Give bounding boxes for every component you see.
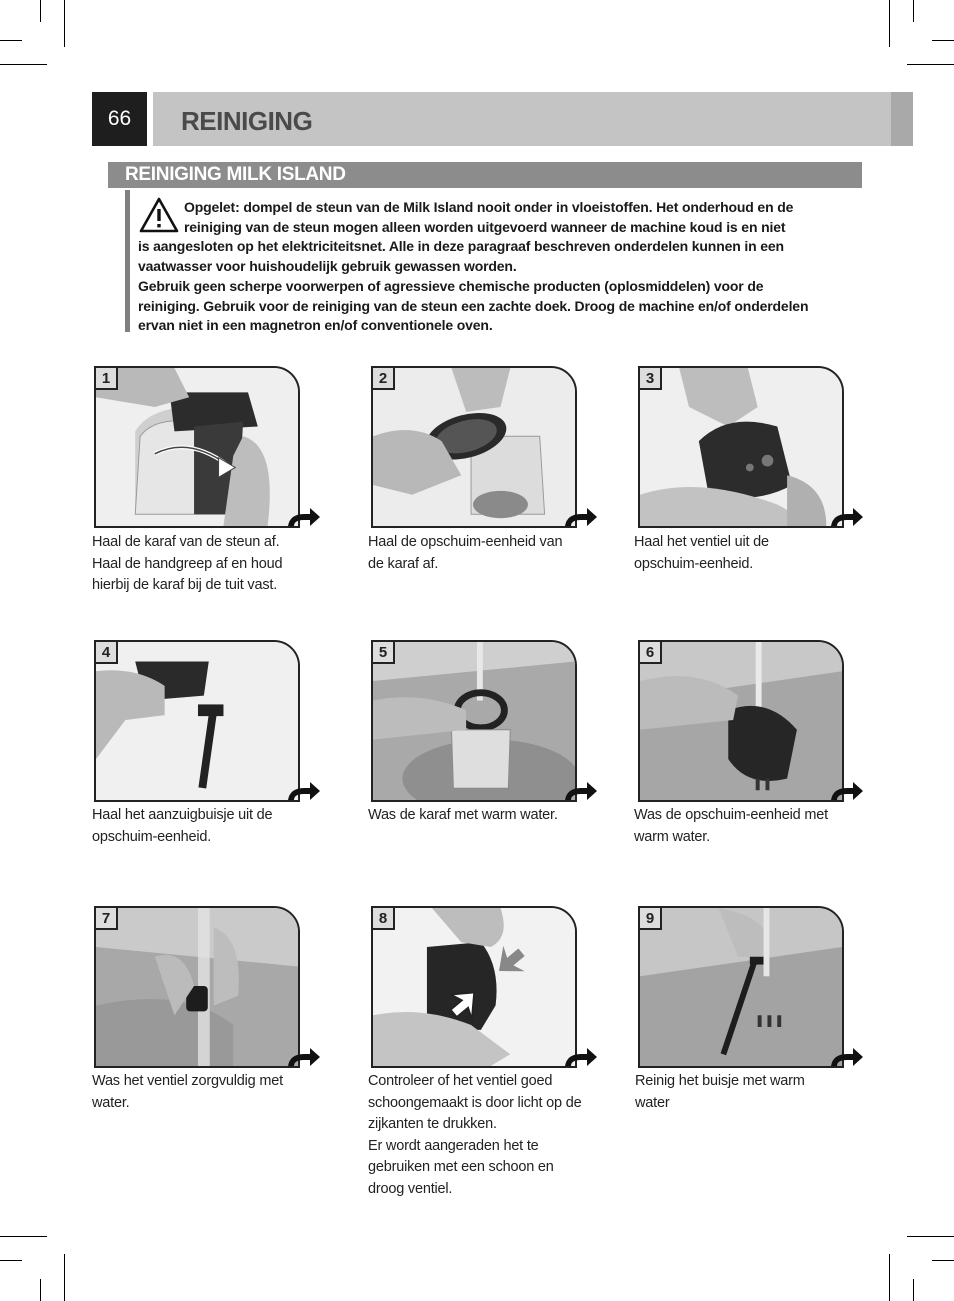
crop-mark	[40, 0, 41, 22]
next-step-arrow-icon	[563, 780, 599, 802]
step-photo-1	[94, 366, 300, 528]
caption-line: zijkanten te drukken.	[368, 1116, 497, 1132]
crop-mark	[0, 1236, 47, 1237]
caption-line: Haal het aanzuigbuisje uit de	[92, 807, 273, 823]
photo-frother-removal	[373, 368, 575, 526]
crop-mark	[889, 1254, 890, 1301]
crop-mark	[913, 1279, 914, 1301]
photo-carafe-removal	[96, 368, 298, 526]
warning-line: Gebruik geen scherpe voorwerpen of agressieve chemische producten (oplosmiddelen) voor de	[138, 277, 764, 294]
next-step-arrow-icon	[563, 506, 599, 528]
crop-mark	[913, 0, 914, 22]
warning-line: reiniging. Gebruik voor de reiniging van de steun een zachte doek. Droog de machine en/of onderdelen	[138, 297, 809, 314]
crop-mark	[0, 40, 22, 41]
section-title: REINIGING MILK ISLAND	[125, 164, 346, 185]
step-number-badge: 1	[96, 368, 118, 390]
caption-line: droog ventiel.	[368, 1180, 453, 1197]
step-photo-6	[638, 640, 844, 802]
photo-washing-valve	[96, 908, 298, 1066]
title-bar-edge	[891, 92, 913, 146]
warning-text	[138, 198, 854, 336]
warning-line: reiniging van de steun mogen alleen worden uitgevoerd wanneer de machine koud is en niet	[184, 218, 786, 235]
step-caption-7	[92, 1071, 320, 1114]
warning-line: vaatwasser voor huishoudelijk gebruik gewassen worden.	[138, 258, 517, 275]
section-header	[108, 162, 862, 188]
step-number-badge: 2	[373, 368, 395, 390]
caption-line: Was de opschuim-eenheid met	[634, 807, 828, 823]
caption-line: Haal de karaf van de steun af.	[92, 534, 280, 550]
caption-line: water	[635, 1094, 670, 1111]
photo-washing-frother	[640, 642, 842, 800]
step-caption-6	[634, 805, 862, 848]
page-title: REINIGING	[181, 106, 313, 136]
caption-line: gebruiken met een schoon en	[368, 1159, 554, 1175]
step-number-badge: 5	[373, 642, 395, 664]
step-number-badge: 9	[640, 908, 662, 930]
photo-suction-tube-removal	[96, 642, 298, 800]
crop-mark	[64, 1254, 65, 1301]
caption-line: Haal de handgreep af en houd	[92, 555, 283, 572]
next-step-arrow-icon	[286, 780, 322, 802]
caption-line: de karaf af.	[368, 555, 439, 572]
warning-line: Opgelet: dompel de steun van de Milk Island nooit onder in vloeistoffen. Het onderhoud en de	[184, 199, 794, 215]
step-photo-5	[371, 640, 577, 802]
caption-line: Was het ventiel zorgvuldig met	[92, 1073, 283, 1089]
photo-washing-carafe	[373, 642, 575, 800]
page-number: 66	[92, 92, 147, 146]
warning-rule	[125, 190, 130, 332]
step-photo-7	[94, 906, 300, 1068]
crop-mark	[889, 0, 890, 47]
step-photo-4	[94, 640, 300, 802]
crop-mark	[64, 0, 65, 47]
crop-mark	[907, 64, 954, 65]
caption-line: Reinig het buisje met warm	[635, 1073, 805, 1089]
step-number-badge: 8	[373, 908, 395, 930]
warning-line: is aangesloten op het elektriciteitsnet. Alle in deze paragraaf beschreven onderdelen kunnen in een	[138, 238, 784, 255]
caption-line: Was de karaf met warm water.	[368, 807, 558, 823]
step-number-badge: 6	[640, 642, 662, 664]
crop-mark	[0, 1260, 22, 1261]
caption-line: opschuim-eenheid.	[634, 555, 754, 572]
step-number-badge: 7	[96, 908, 118, 930]
photo-valve-removal	[640, 368, 842, 526]
crop-mark	[932, 1260, 954, 1261]
step-photo-9	[638, 906, 844, 1068]
crop-mark	[0, 64, 47, 65]
caption-line: Controleer of het ventiel goed	[368, 1073, 553, 1089]
caption-line: water.	[92, 1094, 130, 1111]
caption-line: hierbij de karaf bij de tuit vast.	[92, 577, 278, 593]
step-photo-2	[371, 366, 577, 528]
caption-line: Haal het ventiel uit de	[634, 534, 769, 550]
next-step-arrow-icon	[286, 1046, 322, 1068]
step-number-badge: 3	[640, 368, 662, 390]
warning-line: ervan niet in een magnetron en/of conventionele oven.	[138, 317, 493, 334]
step-photo-3	[638, 366, 844, 528]
caption-line: schoongemaakt is door licht op de	[368, 1094, 582, 1111]
photo-checking-valve	[373, 908, 575, 1066]
caption-line: opschuim-eenheid.	[92, 828, 212, 845]
step-photo-8	[371, 906, 577, 1068]
photo-washing-tube	[640, 908, 842, 1066]
next-step-arrow-icon	[286, 506, 322, 528]
step-caption-3	[634, 532, 862, 575]
step-caption-9	[635, 1071, 863, 1114]
step-caption-2	[368, 532, 596, 575]
next-step-arrow-icon	[829, 780, 865, 802]
next-step-arrow-icon	[829, 1046, 865, 1068]
crop-mark	[932, 40, 954, 41]
caption-line: Haal de opschuim-eenheid van	[368, 534, 563, 550]
step-number-badge: 4	[96, 642, 118, 664]
crop-mark	[40, 1279, 41, 1301]
caption-line: warm water.	[634, 828, 710, 845]
crop-mark	[907, 1236, 954, 1237]
next-step-arrow-icon	[563, 1046, 599, 1068]
step-caption-1	[92, 532, 320, 597]
title-bar	[153, 92, 913, 146]
next-step-arrow-icon	[829, 506, 865, 528]
caption-line: Er wordt aangeraden het te	[368, 1137, 539, 1154]
step-caption-4	[92, 805, 320, 848]
step-caption-8	[368, 1071, 596, 1200]
step-caption-5	[368, 805, 596, 827]
